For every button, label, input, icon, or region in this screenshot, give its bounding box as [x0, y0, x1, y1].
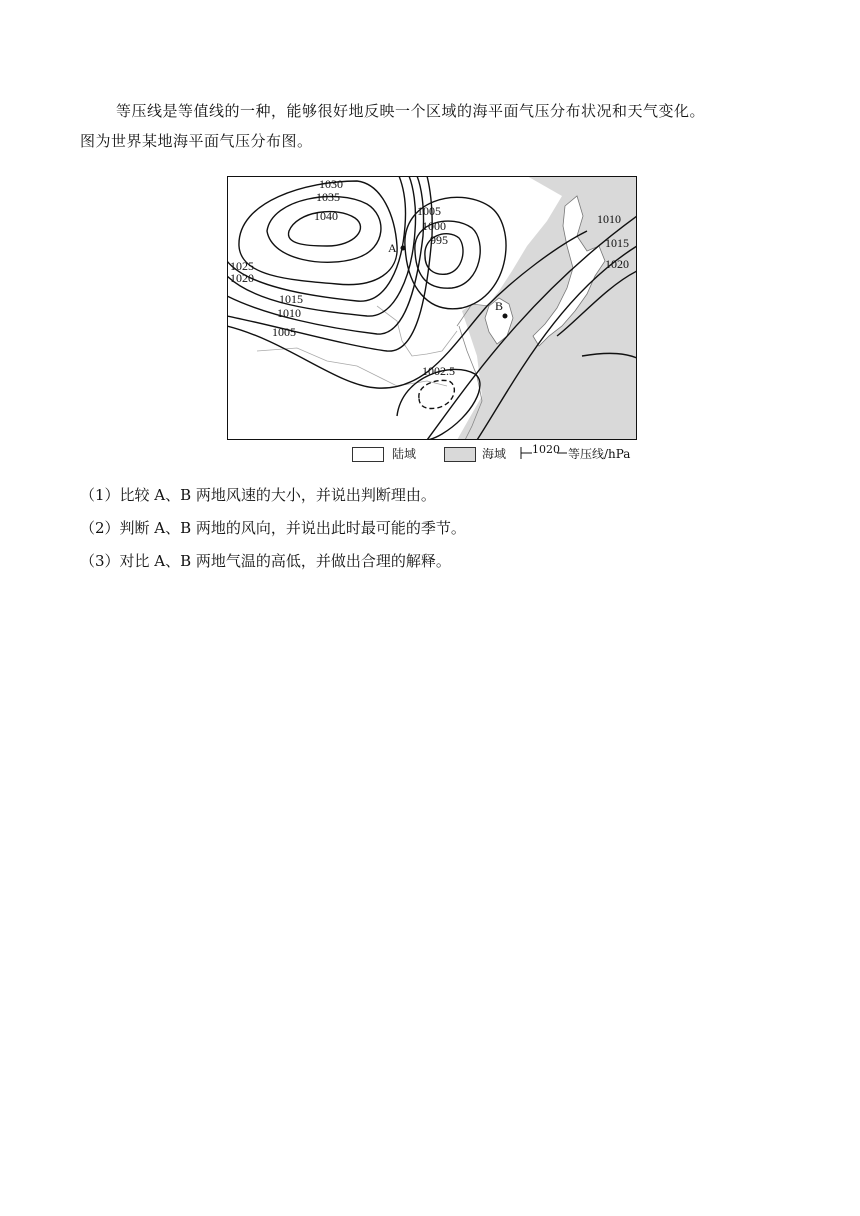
legend-isobar-unit: 等压线/hPa [568, 447, 631, 461]
isobar-label: 1005 [417, 204, 441, 218]
legend-isobar-value: 1020 [532, 443, 560, 456]
isobar-label: 995 [430, 233, 448, 247]
isobar-label: 1010 [277, 306, 301, 320]
intro-line-2: 图为世界某地海平面气压分布图。 [80, 132, 313, 150]
border-line [257, 348, 447, 386]
intro-paragraph [80, 96, 780, 156]
question-1: （1）比较 A、B 两地风速的大小，并说出判断理由。 [80, 486, 436, 504]
isobar-label: 1010 [597, 212, 621, 226]
land-swatch [352, 447, 384, 462]
isobar-symbol-icon [520, 446, 532, 460]
isobar-1002-5 [419, 380, 455, 408]
isobar-label: 1000 [422, 219, 446, 233]
legend-sea-label: 海域 [482, 447, 507, 461]
point-b-label: B [495, 299, 504, 313]
isobar-label: 1005 [272, 325, 296, 339]
isobar-label: 1020 [230, 271, 254, 285]
legend-land-label: 陆域 [392, 447, 417, 461]
isobar-label: 1015 [605, 236, 629, 250]
isobar-label: 1035 [316, 190, 340, 204]
isobar-label: 1030 [319, 177, 343, 191]
map-legend [352, 444, 652, 466]
isobar-label: 1002.5 [422, 364, 455, 378]
question-3: （3）对比 A、B 两地气温的高低，并做出合理的解释。 [80, 552, 451, 570]
pressure-map [227, 176, 637, 440]
isobar-line-icon [557, 446, 567, 460]
isobar-label: 1015 [279, 292, 303, 306]
isobar-label: 1025 [230, 259, 254, 273]
isobar-1035 [267, 197, 381, 263]
intro-line-1: 等压线是等值线的一种，能够很好地反映一个区域的海平面气压分布状况和天气变化。 [116, 102, 706, 120]
point-a-label: A [388, 241, 397, 255]
point-a-marker [401, 246, 406, 251]
sea-swatch [444, 447, 476, 462]
isobar-label: 1040 [314, 209, 338, 223]
point-b-marker [503, 314, 508, 319]
question-2: （2）判断 A、B 两地的风向，并说出此时最可能的季节。 [80, 519, 466, 537]
isobar-label: 1020 [605, 257, 629, 271]
